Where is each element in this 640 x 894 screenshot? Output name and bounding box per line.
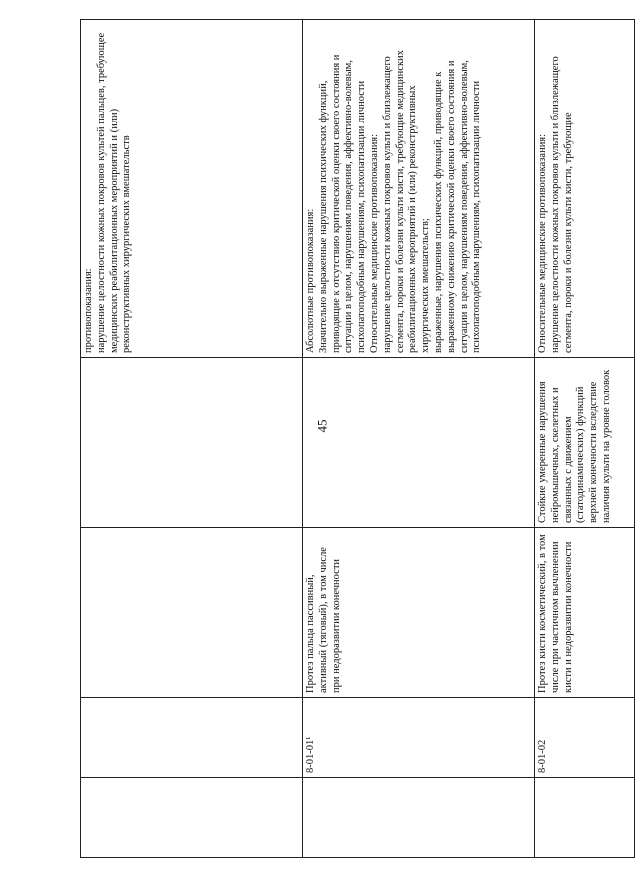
table-container xyxy=(80,20,612,858)
table-cell-margin xyxy=(303,778,535,858)
rotated-table-frame xyxy=(80,20,612,858)
table-cell-disorder xyxy=(303,358,535,528)
table-cell-name: Протез кисти косметический, в том числе при частичном вычленении кисти и недоразвитии конечности xyxy=(535,528,635,698)
table-cell-code: 8-01-01¹ xyxy=(303,698,535,778)
table-row xyxy=(535,20,635,858)
table-cell-code: 8-01-02 xyxy=(535,698,635,778)
table-cell-disorder: Стойкие умеренные нарушения нейромышечных, скелетных и связанных с движением (статодинамических) функций верхней конечности вследствие наличия культи на уровне головок xyxy=(535,358,635,528)
table-row xyxy=(303,20,535,858)
table-cell-contraindications: противопоказания: нарушение целостности кожных покровов культей пальцев, требующее медицинских реабилитационных мероприятий и (или) реконструктивных хирургических вмешательств xyxy=(81,20,303,358)
table-cell-contraindications: Абсолютные противопоказания: Значительно выраженные нарушения психических функций, приводящие к отсутствию критической оценки своего состояния и ситуации в целом, нарушениям поведения, аффективно-волевым, психопатоподобным нарушениям, психопатизации личности Относительные медицинские противопоказания: нарушение целостности кожных покровов культи и близлежащего сегмента, пороки и болезни культи кисти, требующие медицинских реабилитационных мероприятий и (или) реконструктивных хирургических вмешательств; выраженные, нарушения психических функций, приводящие к выраженному снижению критической оценки своего состояния и ситуации в целом, нарушениям поведения, аффективно-волевым, психопатоподобным нарушениям, психопатизации личности xyxy=(303,20,535,358)
table-cell-margin xyxy=(81,778,303,858)
table-cell-code xyxy=(81,698,303,778)
table-cell-name: Протез пальца пассивный, активный (тяговый), в том числе при недоразвитии конечности xyxy=(303,528,535,698)
page-number: 45 xyxy=(314,419,330,433)
table-cell-disorder xyxy=(81,358,303,528)
table-cell-contraindications: Относительные медицинские противопоказания: нарушение целостности кожных покровов культи и близлежащего сегмента, пороки и болезни культи кисти, требующие xyxy=(535,20,635,358)
table-row xyxy=(81,20,303,858)
table-cell-name xyxy=(81,528,303,698)
medical-table xyxy=(80,19,635,858)
table-cell-margin xyxy=(535,778,635,858)
